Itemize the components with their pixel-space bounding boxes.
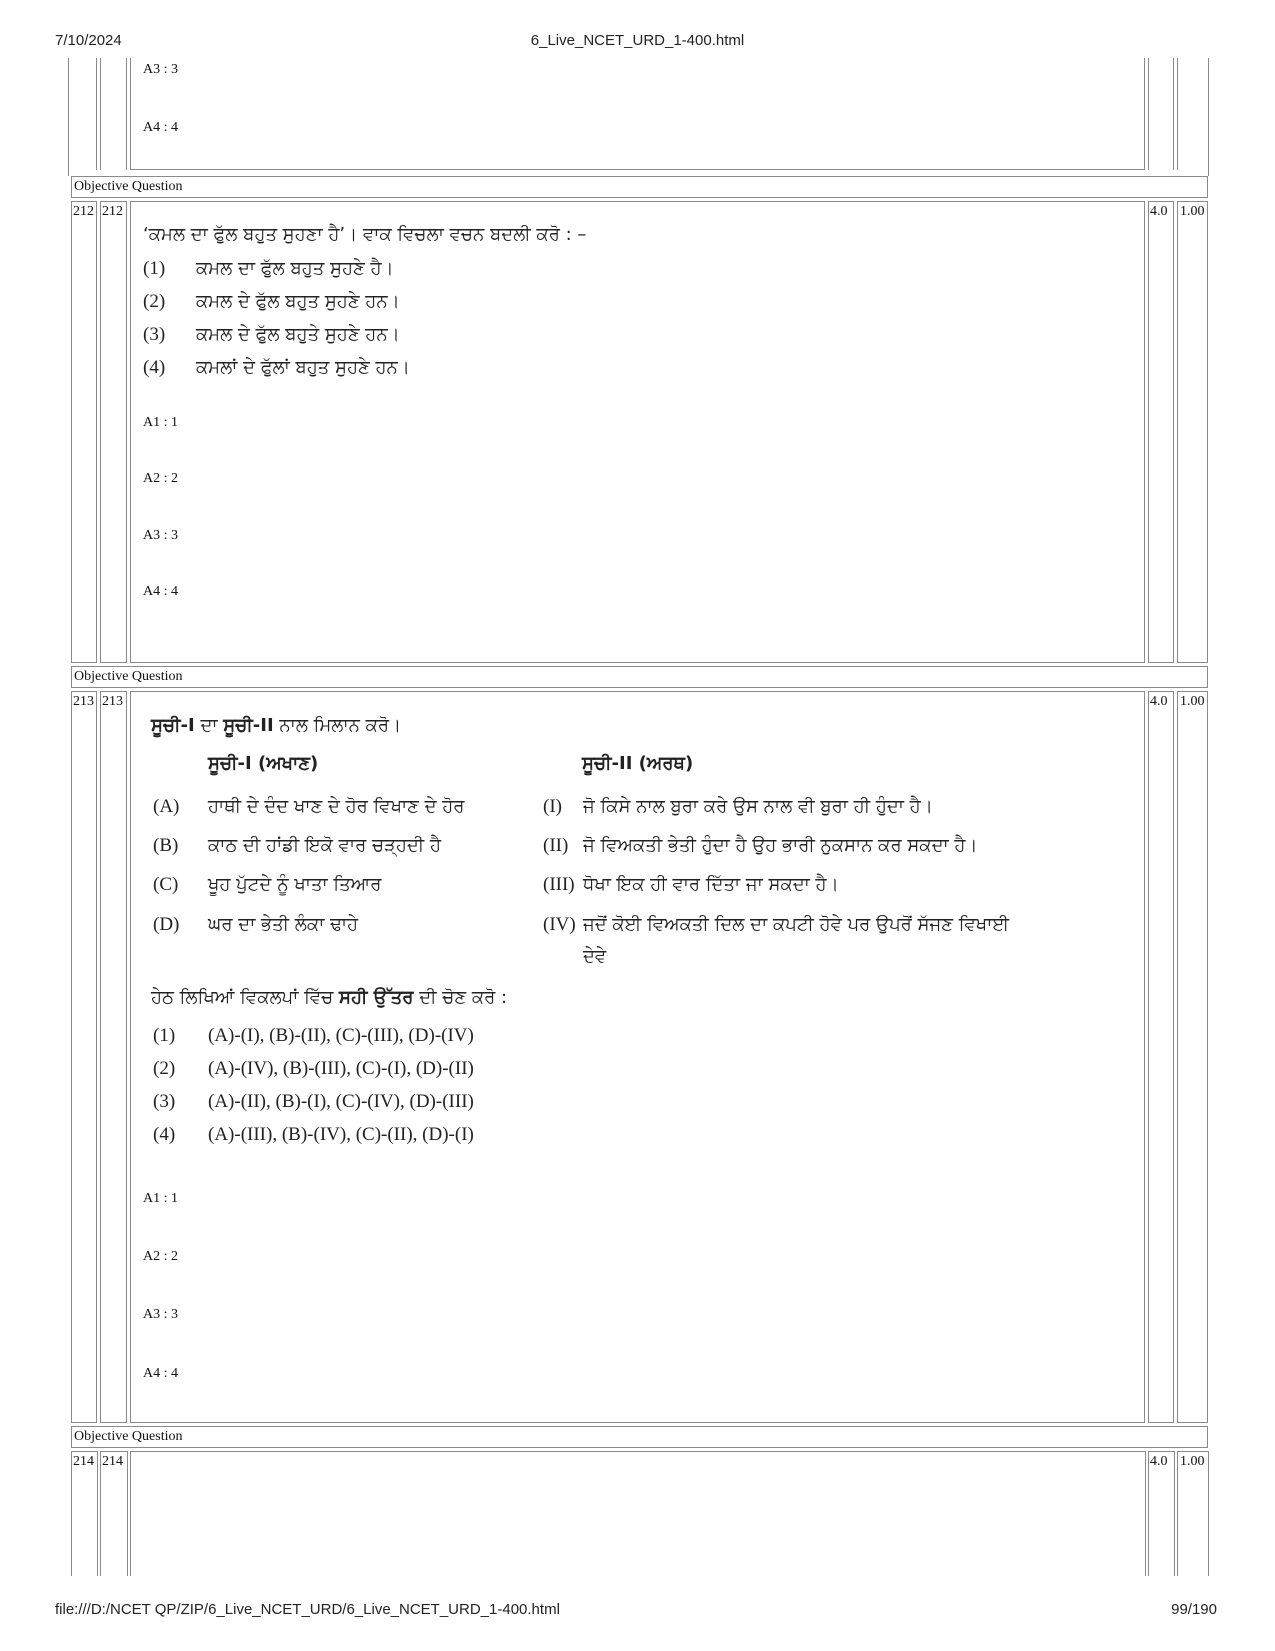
answer-option: A3 : 3	[143, 1307, 178, 1322]
answer-option: A2 : 2	[143, 1249, 178, 1264]
table-border	[1173, 58, 1174, 170]
file-path: file:///D:/NCET QP/ZIP/6_Live_NCET_URD/6_Live_NCET_URD_1-400.html	[55, 1601, 560, 1618]
answer-option: A2 : 2	[143, 471, 178, 486]
list-2-label: (I)	[543, 796, 562, 817]
table-border	[1177, 1451, 1209, 1452]
page-number: 99/190	[1171, 1601, 1217, 1618]
question-id: 214	[102, 1454, 123, 1469]
question-id-cell	[100, 691, 127, 1423]
table-border	[1208, 1451, 1209, 1576]
document-title: 6_Live_NCET_URD_1-400.html	[530, 32, 745, 49]
option-number: (3)	[143, 324, 166, 345]
table-border	[130, 1451, 1146, 1452]
answer-option: A1 : 1	[143, 1191, 178, 1206]
list-2-item: ਜੋ ਕਿਸੇ ਨਾਲ ਬੁਰਾ ਕਰੇ ਉਸ ਨਾਲ ਵੀ ਬੁਰਾ ਹੀ ਹੁੰਦਾ ਹੈ।	[583, 796, 933, 817]
negative-marks: 1.00	[1180, 694, 1205, 709]
question-type-label: Objective Question	[74, 669, 183, 684]
list-1-label: (B)	[153, 835, 179, 856]
option-number: (2)	[143, 291, 166, 312]
table-border	[130, 1451, 131, 1576]
option-text: ਕਮਲ ਦੇ ਫੁੱਲ ਬਹੁਤੇ ਸੁਹਣੇ ਹਨ।	[196, 324, 400, 345]
table-border	[97, 1451, 98, 1576]
marks-cell	[1148, 691, 1174, 1423]
table-border	[96, 58, 97, 170]
question-number-cell	[71, 201, 97, 663]
list-2-item: ਧੋਖਾ ਇਕ ਹੀ ਵਾਰ ਦਿੱਤਾ ਜਾ ਸਕਦਾ ਹੈ।	[583, 874, 839, 895]
list-1-item: ਖੂਹ ਪੁੱਟਦੇ ਨੂੰ ਖਾਤਾ ਤਿਆਰ	[208, 874, 382, 895]
option-number: (1)	[153, 1025, 176, 1046]
table-border	[100, 58, 101, 170]
list-2-item: ਜੋ ਵਿਅਕਤੀ ਭੇਤੀ ਹੁੰਦਾ ਹੈ ਉਹ ਭਾਰੀ ਨੁਕਸਾਨ ਕਰ ਸਕਦਾ ਹੈ।	[583, 835, 978, 856]
question-number: 213	[73, 694, 94, 709]
list-2-item-continued: ਦੇਵੇ	[583, 946, 607, 967]
answer-option: A3 : 3	[143, 528, 178, 543]
question-marks: 4.0	[1150, 1454, 1168, 1469]
option-number: (3)	[153, 1091, 176, 1112]
table-border	[1208, 58, 1209, 176]
answer-option: A1 : 1	[143, 415, 178, 430]
option-number: (1)	[143, 258, 166, 279]
list-1-label: (D)	[153, 914, 180, 935]
list-2-item: ਜਦੋਂ ਕੋਈ ਵਿਅਕਤੀ ਦਿਲ ਦਾ ਕਪਟੀ ਹੋਵੇ ਪਰ ਉਪਰੋਂ ਸੱਜਣ ਵਿਖਾਈ	[583, 914, 1010, 935]
list-2-heading: ਸੂਚੀ-II (ਅਰਥ)	[582, 753, 694, 774]
question-number-cell	[71, 691, 97, 1423]
list-2-label: (II)	[543, 835, 569, 856]
table-border	[100, 1451, 101, 1576]
list-1-heading: ਸੂਚੀ-I (ਅਖਾਣ)	[208, 753, 319, 774]
table-border	[71, 1451, 72, 1576]
table-border	[1174, 1451, 1175, 1576]
question-type-label: Objective Question	[74, 1429, 183, 1444]
list-1-item: ਕਾਠ ਦੀ ਹਾਂਡੀ ਇਕੋ ਵਾਰ ਚੜ੍ਹਦੀ ਹੈ	[208, 835, 441, 856]
table-border	[1145, 1451, 1146, 1576]
marks-cell	[1148, 201, 1174, 663]
list-2-label: (IV)	[543, 914, 576, 935]
option-number: (4)	[143, 357, 166, 378]
option-text: ਕਮਲਾਂ ਦੇ ਫੁੱਲਾਂ ਬਹੁਤ ਸੁਹਣੇ ਹਨ।	[196, 357, 410, 378]
table-border	[1148, 1451, 1175, 1452]
table-border	[127, 1451, 128, 1576]
question-type-cell	[71, 176, 1208, 198]
question-marks: 4.0	[1150, 694, 1168, 709]
question-type-label: Objective Question	[74, 179, 183, 194]
option-text: (A)-(IV), (B)-(III), (C)-(I), (D)-(II)	[208, 1058, 474, 1079]
table-border	[1177, 58, 1178, 170]
table-border	[1148, 58, 1149, 170]
question-id: 213	[102, 694, 123, 709]
question-id-cell	[100, 201, 127, 663]
option-text: (A)-(I), (B)-(II), (C)-(III), (D)-(IV)	[208, 1025, 474, 1046]
print-date: 7/10/2024	[55, 32, 122, 49]
list-1-item: ਹਾਥੀ ਦੇ ਦੰਦ ਖਾਣ ਦੇ ਹੋਰ ਵਿਖਾਣ ਦੇ ਹੋਰ	[208, 796, 465, 817]
answer-option: A3 : 3	[143, 62, 178, 77]
table-border	[68, 58, 69, 176]
negative-marks-cell	[1177, 201, 1208, 663]
question-marks: 4.0	[1150, 204, 1168, 219]
question-text: ‘ਕਮਲ ਦਾ ਫੁੱਲ ਬਹੁਤ ਸੁਹਣਾ ਹੈ’। ਵਾਕ ਵਿਚਲਾ ਵਚਨ ਬਦਲੀ ਕਰੋ : –	[143, 224, 587, 245]
table-border	[71, 1451, 98, 1452]
option-number: (4)	[153, 1124, 176, 1145]
list-1-label: (C)	[153, 874, 179, 895]
answer-option: A4 : 4	[143, 120, 178, 135]
table-border	[130, 169, 1145, 170]
table-border	[1177, 1451, 1178, 1576]
option-number: (2)	[153, 1058, 176, 1079]
table-border	[130, 58, 131, 170]
list-1-label: (A)	[153, 796, 180, 817]
table-border	[1144, 58, 1145, 170]
answer-option: A4 : 4	[143, 584, 178, 599]
question-number: 214	[73, 1454, 94, 1469]
option-text: ਕਮਲ ਦੇ ਫੁੱਲ ਬਹੁਤ ਸੁਹਣੇ ਹਨ।	[196, 291, 400, 312]
option-text: (A)-(III), (B)-(IV), (C)-(II), (D)-(I)	[208, 1124, 474, 1145]
choose-instruction: ਹੇਠ ਲਿਖਿਆਂ ਵਿਕਲਪਾਂ ਵਿੱਚ ਸਹੀ ਉੱਤਰ ਦੀ ਚੋਣ ਕਰੋ :	[151, 987, 508, 1008]
list-2-label: (III)	[543, 874, 575, 895]
negative-marks: 1.00	[1180, 204, 1205, 219]
question-id: 212	[102, 204, 123, 219]
table-border	[1148, 1451, 1149, 1576]
list-1-item: ਘਰ ਦਾ ਭੇਤੀ ਲੰਕਾ ਢਾਹੇ	[208, 914, 359, 935]
option-text: (A)-(II), (B)-(I), (C)-(IV), (D)-(III)	[208, 1091, 474, 1112]
option-text: ਕਮਲ ਦਾ ਫੁੱਲ ਬਹੁਤ ਸੁਹਣੇ ਹੈ।	[196, 258, 394, 279]
question-intro: ਸੂਚੀ-I ਦਾ ਸੂਚੀ-II ਨਾਲ ਮਿਲਾਨ ਕਰੋ।	[151, 715, 402, 736]
negative-marks-cell	[1177, 691, 1208, 1423]
answer-option: A4 : 4	[143, 1366, 178, 1381]
table-border	[126, 58, 127, 170]
question-type-cell	[71, 666, 1208, 688]
question-number: 212	[73, 204, 94, 219]
negative-marks: 1.00	[1180, 1454, 1205, 1469]
question-type-cell	[71, 1426, 1208, 1448]
table-border	[100, 1451, 128, 1452]
